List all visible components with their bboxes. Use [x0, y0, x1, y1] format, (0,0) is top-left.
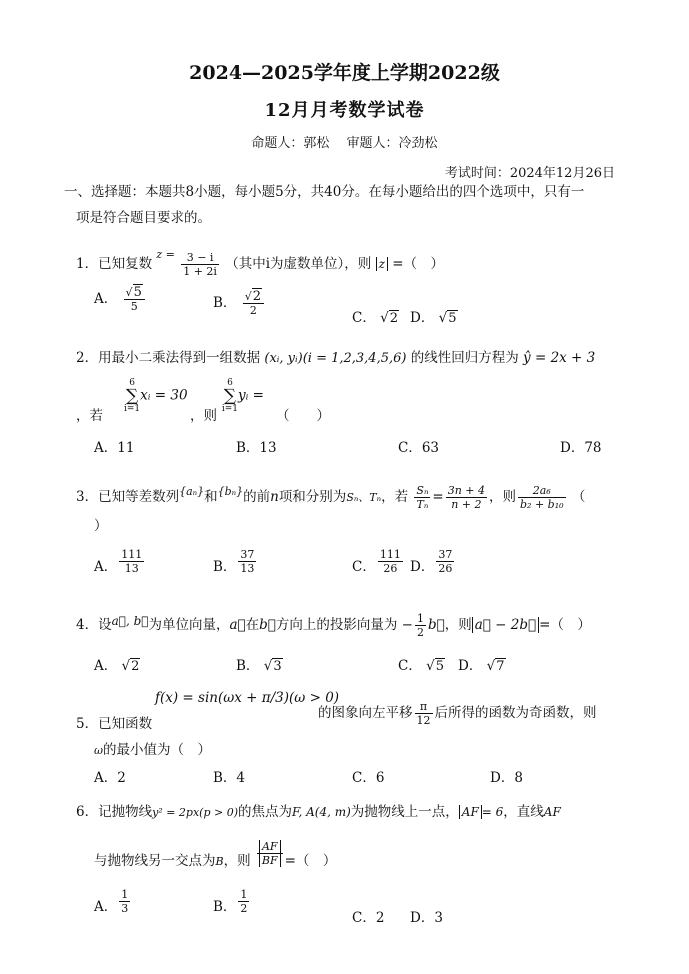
- question-5: 5．已知函数: [76, 716, 153, 732]
- exam-time: 考试时间：2024年12月26日: [444, 166, 615, 181]
- q3-option-b: B． $\frac{37}{13}$: [213, 548, 255, 575]
- q6-option-d: D．3: [410, 910, 443, 926]
- q5-option-d: D．8: [490, 770, 523, 786]
- q5-option-b: B．4: [213, 770, 246, 786]
- q4-option-c: C． √5: [398, 658, 445, 674]
- question-5-shift: 的图象向左平移 $\frac{\pi}{12}$ 后所得的函数为奇函数，则: [318, 700, 597, 727]
- q4-option-b: B． √3: [236, 658, 282, 674]
- q5-option-a: A．2: [94, 770, 126, 786]
- q3-option-a: A． $\frac{111}{13}$: [94, 548, 143, 575]
- q2-tail: （ ）: [276, 408, 330, 424]
- q1-option-b: B． $\frac{√2}{2}$: [213, 290, 266, 317]
- section-heading: 一、选择题：本题共8小题，每小题5分，共40分。在每小题给出的四个选项中，只有一: [64, 184, 585, 200]
- q2-then: ，则: [190, 408, 217, 424]
- q6-option-a: A． $\frac{1}{3}$: [94, 888, 129, 915]
- q2-option-a: A．11: [94, 440, 135, 456]
- q1-option-c: C． √2: [352, 310, 399, 326]
- q2-option-b: B．13: [236, 440, 277, 456]
- question-5-cont: ω的最小值为（ ）: [94, 742, 211, 758]
- exam-subtitle: 12月月考数学试卷: [264, 100, 425, 121]
- q4-option-d: D． √7: [458, 658, 505, 674]
- q4-option-a: A． √2: [94, 658, 140, 674]
- q6-option-b: B． $\frac{1}{2}$: [213, 888, 248, 915]
- question-2-cont: 6 ∑ i=1xᵢ = 30 6 ∑ i=1yᵢ =: [124, 378, 264, 414]
- question-6: 6．记抛物线y² = 2px(p > 0)的焦点为F, A(4, m)为抛物线上一点， AF = 6，直线AF: [76, 804, 561, 820]
- question-2: 2．用最小二乘法得到一组数据 (xᵢ, yᵢ)(i = 1,2,3,4,5,6) 的线性回归方程为 ŷ = 2x + 3: [76, 350, 596, 366]
- q1-option-d: D． √5: [410, 310, 457, 326]
- q3-option-d: D． $\frac{37}{26}$: [410, 548, 453, 575]
- question-3-cont: ）: [94, 518, 108, 534]
- section-heading-cont: 项是符合题目要求的。: [76, 210, 211, 226]
- authors: 命题人：郭松 审题人：冷劲松: [251, 136, 438, 151]
- q2-option-d: D．78: [560, 440, 602, 456]
- q2-option-c: C．63: [398, 440, 440, 456]
- q6-option-c: C．2: [352, 910, 385, 926]
- question-2-cont2: ，若: [76, 408, 103, 424]
- question-6-cont: 与抛物线另一交点为$_B$，则 $\frac{AF}{BF}$ =（ ）: [94, 840, 337, 869]
- question-1: 1．已知复数 $^{z =}$ $\frac{3 - i}{1 + 2i}$ （其中i为虚数单位），则 z =（ ）: [76, 248, 445, 278]
- question-4: 4．设a⃗, b⃗为单位向量，a⃗在b⃗方向上的投影向量为 − $\frac{1}{2}$ b⃗，则 a⃗ − 2b⃗ =（ ）: [76, 612, 591, 639]
- question-3: 3．已知等差数列$^{\{a_n\}}$和$^{\{b_n\}}$的前n项和分别为Sₙ、Tₙ，若 $\frac{\text{Sₙ}}{\text{Tₙ}}$ = $\frac{3n + 4}{n + 2}$ ，则 $\frac{\text{2a₆}}{\text{b₂ + b₁₀}}$ （: [76, 484, 586, 511]
- q1-option-a: A． $\frac{√5}{5}$: [94, 286, 147, 313]
- exam-title: 2024—2025学年度上学期2022级: [189, 62, 500, 84]
- q5-function: f(x) = sin(ωx + π/3)(ω > 0): [155, 690, 340, 706]
- q5-option-c: C．6: [352, 770, 385, 786]
- q3-option-c: C． $\frac{111}{26}$: [352, 548, 401, 575]
